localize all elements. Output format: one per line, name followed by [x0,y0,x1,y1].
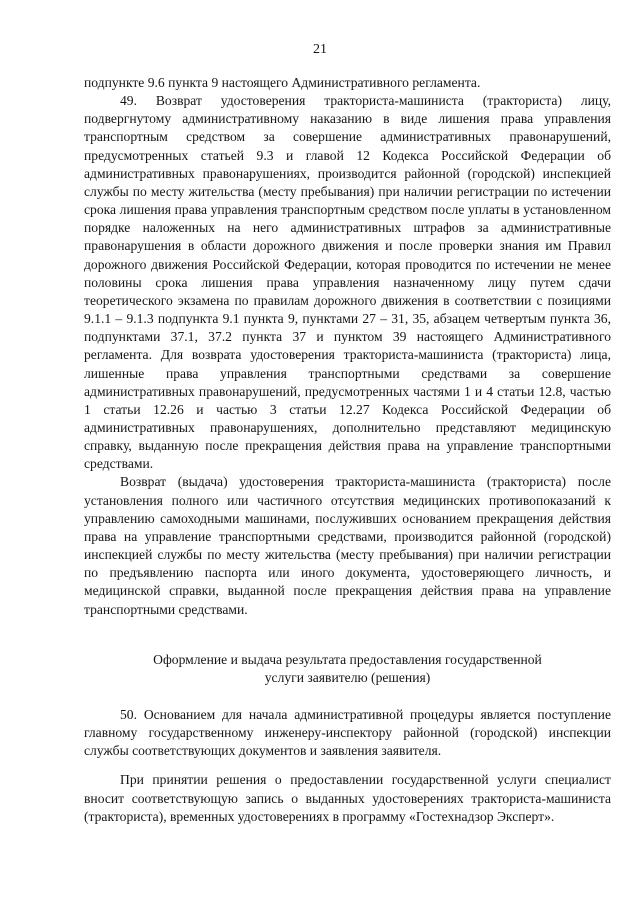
paragraph-50: 50. Основанием для начала административной процедуры является поступление главному государственному инженеру-инспектору районной (городской) инспекции службы соответствующих документов и заявления заявителя. [84,707,611,759]
paragraph-continuation: подпункте 9.6 пункта 9 настоящего Административного регламента. [84,75,481,90]
section-heading-line-1: Оформление и выдача результата предоставления государственной [153,652,542,667]
paragraph-50-decision: При принятии решения о предоставлении государственной услуги специалист вносит соответствующую запись о выданных удостоверениях тракториста-машиниста (тракториста), временных удостоверениях в программу «Гостехнадзор Эксперт». [84,772,611,824]
section-heading-line-2: услуги заявителю (решения) [264,670,431,686]
text-block-top [84,74,611,619]
page-number: 21 [313,42,327,57]
text-block-bottom [84,706,611,826]
paragraph-49: 49. Возврат удостоверения тракториста-машиниста (тракториста) лицу, подвергнутому административному наказанию в виде лишения права управления транспортным средством за совершение административных правонарушений, предусмотренных статьей 9.3 и главой 12 Кодекса Российской Федерации об административных правонарушениях, производится районной (городской) инспекцией службы по месту жительства (месту пребывания) при наличии регистрации по истечении срока лишения права управления транспортным средством после уплаты в установленном порядке наложенных на него административных штрафов за административные правонарушения в области дорожного движения и после проверки знания им Правил дорожного движения Российской Федерации, которая проводится по истечении не менее половины срока лишения права управления назначенному лицу путем сдачи теоретического экзамена по правилам дорожного движения в соответствии с позициями 9.1.1 – 9.1.3 подпункта 9.1 пункта 9, пунктами 27 – 31, 35, абзацем четвертым пункта 36, подпунктами 37.1, 37.2 пункта 37 и пунктом 39 настоящего Административного регламента. Для возврата удостоверения тракториста-машиниста (тракториста) лица, лишенные права управления транспортными средствами за совершение административных правонарушений, предусмотренных частями 1 и 4 статьи 12.8, частью 1 статьи 12.26 и частью 3 статьи 12.27 Кодекса Российской Федерации об административных правонарушениях, дополнительно представляют медицинскую справку, выданную после прекращения действия права на управление транспортными средствами. [84,93,611,472]
paragraph-49-return-issue: Возврат (выдача) удостоверения тракториста-машиниста (тракториста) после установления полного или частичного отсутствия медицинских противопоказаний к управлению самоходными машинами, послуживших основанием прекращения действия права на управление транспортными средствами, производится районной (городской) инспекцией службы по месту жительства (месту пребывания) при наличии регистрации по предъявлению паспорта или иного документа, удостоверяющего личность, и медицинской справки, выданной после прекращения действия права на управление транспортными средствами. [84,474,611,617]
section-heading [84,651,611,687]
